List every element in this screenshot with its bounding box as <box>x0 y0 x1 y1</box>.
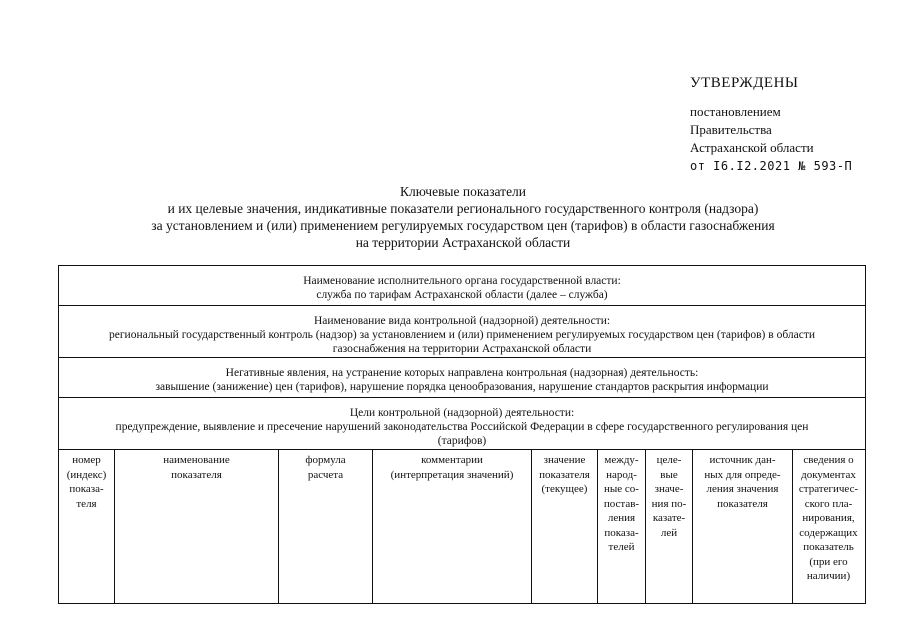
column-header-line: теля <box>76 497 97 510</box>
column-header-line: ления значения <box>706 483 779 495</box>
column-header-line: (индекс) <box>66 468 107 481</box>
column-header-line: (при его <box>809 555 848 568</box>
column-header-target-values <box>646 450 693 603</box>
column-header-number <box>59 450 115 603</box>
block-line: служба по тарифам Астраханской области (далее – служба) <box>316 289 608 301</box>
column-header-strategic-docs <box>793 450 864 603</box>
column-header-line: ния по- <box>651 497 687 510</box>
column-header-row <box>59 450 865 603</box>
column-header-line: ского пла- <box>804 497 853 510</box>
block-control-type <box>59 306 865 358</box>
column-header-line: между- <box>604 454 639 466</box>
column-header-line: (интерпретация значений) <box>390 468 514 481</box>
title-line: и их целевые значения, индикативные показатели регионального государственного контроля (надзора) <box>167 201 759 216</box>
approval-stamp <box>690 74 890 175</box>
column-header-line: показателя <box>717 497 768 510</box>
column-header-line: (текущее) <box>541 483 588 495</box>
column-header-international <box>598 450 646 603</box>
block-control-goals <box>59 398 865 450</box>
column-header-line: вые <box>660 468 678 481</box>
column-header-line: номер <box>72 454 101 466</box>
column-header-name <box>115 450 279 603</box>
document-title <box>60 183 866 251</box>
column-header-current-value <box>532 450 598 603</box>
column-header-line: телей <box>608 541 635 553</box>
column-header-line: стратегичес- <box>798 483 859 495</box>
column-header-line: показателя <box>539 468 590 481</box>
column-header-line: наименование <box>163 454 230 466</box>
block-line: газоснабжения на территории Астраханской области <box>332 343 592 355</box>
column-header-data-source <box>693 450 793 603</box>
approval-line: Астраханской области <box>690 140 814 155</box>
column-header-line: постав- <box>603 497 640 510</box>
column-header-line: документах <box>801 468 856 481</box>
approval-date-line: от I6.I2.2021 № 593-П <box>690 159 853 173</box>
column-header-line: ления <box>607 512 636 524</box>
approval-line: постановлением <box>690 104 781 119</box>
column-header-line: содержащих <box>799 526 858 539</box>
column-header-line: показателя <box>171 468 222 481</box>
column-header-line: источник дан- <box>709 454 776 466</box>
column-header-line: нирования, <box>802 512 855 524</box>
block-line: предупреждение, выявление и пресечение нарушений законодательства Российской Федерации в сфере государственного регулирования цен <box>115 421 809 433</box>
column-header-line: целе- <box>656 454 682 466</box>
column-header-formula <box>279 450 373 603</box>
column-header-line: комментарии <box>421 454 483 466</box>
column-header-line: показа- <box>604 526 639 539</box>
block-line: Негативные явления, на устранение которых направлена контрольная (надзорная) деятельность: <box>225 367 699 379</box>
title-line: на территории Астраханской области <box>355 235 571 250</box>
block-line: Наименование исполнительного органа государственной власти: <box>303 275 621 287</box>
block-executive-body <box>59 266 865 306</box>
column-header-line: показа- <box>69 483 104 495</box>
column-header-comments <box>373 450 532 603</box>
column-header-line: показатель <box>803 541 854 553</box>
title-line: Ключевые показатели <box>399 184 527 199</box>
column-header-line: народ- <box>606 468 637 481</box>
indicators-table <box>58 265 866 604</box>
column-header-line: лей <box>660 526 678 539</box>
column-header-line: расчета <box>307 468 344 481</box>
column-header-line: казате- <box>652 512 686 524</box>
block-line: Цели контрольной (надзорной) деятельности: <box>349 407 575 419</box>
column-header-line: сведения о <box>803 454 854 466</box>
block-line: Наименование вида контрольной (надзорной) деятельности: <box>313 315 611 327</box>
block-line: региональный государственный контроль (надзор) за установлением и (или) применением регулируемых государством цен (тарифов) в области <box>108 329 816 341</box>
column-header-line: ные со- <box>604 483 639 495</box>
column-header-line: значение <box>543 454 586 466</box>
approval-heading: УТВЕРЖДЕНЫ <box>690 75 799 91</box>
column-header-line: формула <box>305 454 346 466</box>
title-line: за установлением и (или) применением регулируемых государством цен (тарифов) в области газоснабжения <box>151 218 775 233</box>
block-negative-phenomena <box>59 358 865 398</box>
approval-line: Правительства <box>690 122 772 137</box>
column-header-line: наличии) <box>806 570 851 582</box>
column-header-line: значе- <box>654 483 684 495</box>
block-line: завышение (занижение) цен (тарифов), нарушение порядка ценообразования, нарушение стандартов раскрытия информации <box>155 381 769 393</box>
column-header-line: ных для опреде- <box>704 468 781 481</box>
block-line: (тарифов) <box>437 435 487 447</box>
